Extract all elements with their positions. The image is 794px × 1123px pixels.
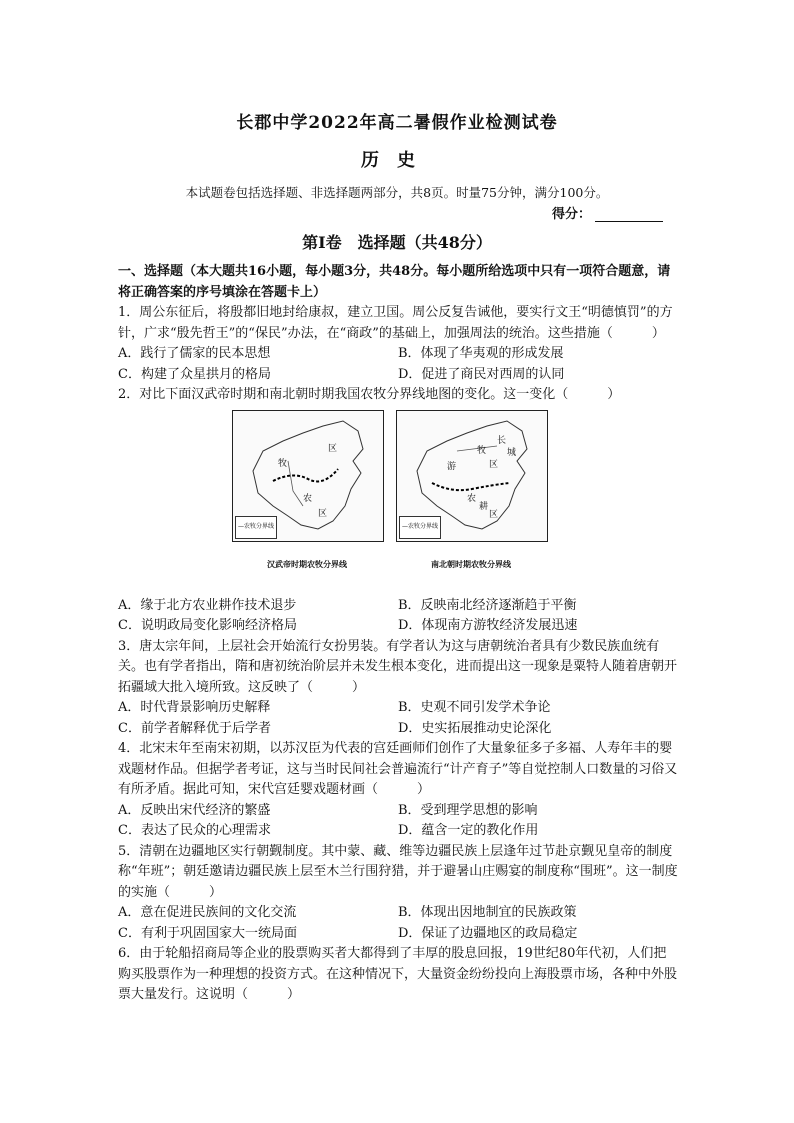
maps-figure xyxy=(118,410,678,590)
map-label: 区 xyxy=(489,509,499,520)
map-label: 农 xyxy=(303,493,313,504)
option: A．意在促进民族间的文化交流 xyxy=(118,905,297,920)
subject-title: 历史 xyxy=(361,150,433,171)
option: C．有利于巩固国家大一统局面 xyxy=(118,925,297,941)
map-caption-left: 汉武帝时期农牧分界线 xyxy=(267,558,347,569)
map-label: 区 xyxy=(489,459,499,470)
map-label: 区 xyxy=(328,443,338,454)
question-4-options xyxy=(118,801,678,842)
exam-title: 长郡中学2022年高二暑假作业检测试卷 xyxy=(236,113,558,133)
score-field xyxy=(552,203,663,222)
question-1: 1．周公东征后，将殷都旧地封给康叔，建立卫国。周公反复告诫他，要实行文王“明德慎罚”的方针，广求“殷先哲王”的“保民”办法，在“商政”的基础上，加强周法的统治。这些措施（ ） xyxy=(118,305,673,341)
question-4: 4．北宋末年至南宋初期，以苏汉臣为代表的宫廷画师们创作了大量象征多子多福、人寿年丰的婴戏题材作品。但据学者考证，这与当时民间社会普遍流行“计产育子”等自觉控制人口数量的习俗又有所矛盾。据此可知，宋代宫廷婴戏题材画（ ） xyxy=(118,741,678,797)
option: D．体现南方游牧经济发展迅速 xyxy=(398,618,578,633)
map-nanbeichao xyxy=(396,410,548,542)
option: A．践行了儒家的民本思想 xyxy=(118,346,271,361)
map-label: 区 xyxy=(318,508,328,519)
map-label: 游 xyxy=(447,461,457,472)
map-han-dynasty xyxy=(232,410,384,542)
question-5-options xyxy=(118,903,678,944)
map-caption-right: 南北朝时期农牧分界线 xyxy=(431,558,511,569)
option: B．史观不同引发学术争论 xyxy=(398,700,551,715)
map-legend: —农牧分界线 xyxy=(399,516,441,539)
section-heading: 一、选择题（本大题共16小题，每小题3分，共48分。每小题所给选项中只有一项符合题意，请将正确答案的序号填涂在答题卡上） xyxy=(118,264,671,300)
option: D．保证了边疆地区的政局稳定 xyxy=(398,925,578,941)
score-label: 得分： xyxy=(552,207,592,222)
option: D．蕴含一定的教化作用 xyxy=(398,823,539,838)
map-label: 农 xyxy=(467,493,477,504)
score-blank[interactable] xyxy=(595,207,663,222)
option: B．反映南北经济逐渐趋于平衡 xyxy=(398,597,577,613)
map-label: 牧 xyxy=(278,458,288,469)
map-label: 城 xyxy=(507,447,517,458)
exam-intro: 本试题卷包括选择题、非选择题两部分，共8页。时量75分钟，满分100分。 xyxy=(185,185,609,200)
option: C．构建了众星拱月的格局 xyxy=(118,366,271,382)
question-6: 6．由于轮船招商局等企业的股票购买者大都得到了丰厚的股息回报，19世纪80年代初，人们把购买股票作为一种理想的投资方式。在这种情况下，大量资金纷纷投向上海股票市场，各种中外股票大量发行。这说明（ ） xyxy=(118,946,678,1002)
question-2: 2．对比下面汉武帝时期和南北朝时期我国农牧分界线地图的变化。这一变化（ ） xyxy=(118,387,621,402)
option: A．时代背景影响历史解释 xyxy=(118,700,271,715)
questions-area xyxy=(118,262,678,1006)
option: D．史实拓展推动史论深化 xyxy=(398,720,552,736)
question-1-options xyxy=(118,344,678,385)
question-2-options xyxy=(118,596,678,637)
map-label: 长 xyxy=(497,435,507,446)
option: D．促进了商民对西周的认同 xyxy=(398,366,565,382)
question-3: 3．唐太宗年间，上层社会开始流行女扮男装。有学者认为这与唐朝统治者具有少数民族血统有关。也有学者指出，隋和唐初统治阶层并未发生根本变化，进而提出这一现象是粟特人随着唐朝开拓疆域大批入境所致。这反映了（ ） xyxy=(118,638,678,695)
map-label: 牧 xyxy=(477,445,487,456)
option: C．前学者解释优于后学者 xyxy=(118,720,271,736)
map-label: 耕 xyxy=(479,501,489,512)
option: A．反映出宋代经济的繁盛 xyxy=(118,802,271,818)
option: A．缘于北方农业耕作技术退步 xyxy=(118,597,297,613)
option: B．体现出因地制宜的民族政策 xyxy=(398,905,577,920)
option: C．表达了民众的心理需求 xyxy=(118,823,271,838)
option: B．体现了华夷观的形成发展 xyxy=(398,346,564,361)
question-3-options xyxy=(118,698,678,739)
question-5: 5．清朝在边疆地区实行朝觐制度。其中蒙、藏、维等边疆民族上层逢年过节赴京觐见皇帝的制度称“年班”；朝廷邀请边疆民族上层至木兰行围狩猎，并于避暑山庄赐宴的制度称“围班”。这一制度的实施（ ） xyxy=(118,843,678,900)
option: C．说明政局变化影响经济格局 xyxy=(118,618,297,633)
option: B．受到理学思想的影响 xyxy=(398,802,538,818)
part-title: 第Ⅰ卷 选择题（共48分） xyxy=(302,233,492,252)
map-legend: —农牧分界线 xyxy=(235,516,277,539)
